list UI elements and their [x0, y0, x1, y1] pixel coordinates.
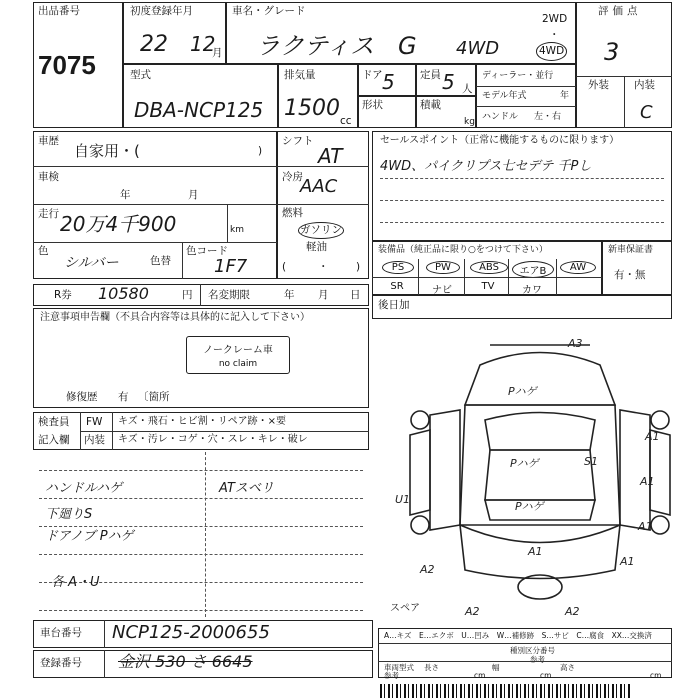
first-reg-month-unit: 月 — [212, 47, 223, 59]
exterior-label: 外装 — [588, 79, 609, 91]
cc-unit: cc — [340, 115, 352, 127]
equip-aw: AW — [560, 261, 596, 274]
displacement-label: 排気量 — [284, 69, 316, 81]
fuel-gas: ガソリン — [298, 222, 344, 239]
shift-label: シフト — [282, 135, 314, 147]
remark-left-2: 下廻りS — [45, 507, 93, 522]
warranty-label: 新車保証書 — [608, 245, 654, 255]
deadline-year: 年 — [284, 289, 295, 301]
interior-items: キズ・汚レ・コゲ・穴・スレ・キレ・破レ — [118, 434, 308, 445]
dealer-label: ディーラー・並行 — [482, 71, 554, 81]
equip-navi: ナビ — [432, 285, 452, 296]
no-claim-sub: no claim — [218, 359, 258, 369]
lot-number: 7075 — [38, 50, 96, 80]
plate-value: 金沢 530 さ 6645 — [118, 652, 253, 671]
mark-a3-top: A3 — [568, 337, 583, 350]
width-unit: cm — [540, 671, 552, 680]
deadline-label: 名変期限 — [208, 289, 250, 301]
fuel-label: 燃料 — [282, 207, 303, 219]
height-unit: cm — [650, 671, 662, 680]
grade: G — [398, 32, 417, 60]
recycle-label: R券 — [54, 289, 72, 301]
score: 3 — [604, 38, 620, 66]
model: DBA-NCP125 — [134, 98, 264, 122]
after-box — [372, 295, 672, 319]
shaken-year: 年 — [120, 189, 131, 201]
ref-label-2: 参考 — [384, 671, 399, 680]
fuel-dot: ・ — [318, 261, 329, 273]
repair-label: 修復歴 — [66, 391, 98, 403]
color-label: 色 — [38, 245, 49, 257]
fuel-open: ( — [282, 261, 287, 273]
entry-label: 記入欄 — [38, 434, 70, 446]
mark-phage-roof: Pハゲ — [510, 457, 539, 470]
width-label: 幅 — [492, 663, 500, 672]
shape-label: 形状 — [362, 99, 383, 111]
first-reg-year: 22 — [140, 32, 168, 57]
deadline-month: 月 — [318, 289, 329, 301]
mark-a1-rear: A1 — [528, 545, 543, 558]
lot-label: 出品番号 — [38, 5, 80, 17]
chassis-label: 車台番号 — [40, 627, 82, 639]
color-value: シルバー — [64, 255, 119, 271]
chassis-number: NCP125-2000655 — [112, 622, 270, 643]
history-label: 車歴 — [38, 135, 59, 147]
selling-points-label: セールスポイント（正常に機能するものに限ります） — [380, 135, 620, 146]
height-label: 高さ — [560, 663, 575, 672]
type-label: 種別区分番号 — [510, 646, 555, 655]
fuel-diesel: 軽油 — [306, 241, 327, 253]
fw-label: FW — [86, 416, 103, 428]
remark-right-1: ATスベリ — [219, 481, 274, 496]
mark-a2-bottom-right: A2 — [565, 605, 580, 618]
load-label: 積載 — [420, 99, 441, 111]
fw-items: キズ・飛石・ヒビ割・リペア跡・×要 — [118, 416, 286, 427]
mark-a1-far-right: A1 — [620, 555, 635, 568]
inspector-label: 検査員 — [38, 416, 70, 428]
length-unit: cm — [474, 671, 486, 680]
km-unit: km — [230, 225, 244, 235]
no-claim-title: ノークレーム車 — [203, 345, 273, 356]
repair-place: 〔箇所 — [138, 391, 170, 403]
mark-a1-right: A1 — [640, 475, 655, 488]
history-value: 自家用・( — [74, 142, 140, 160]
mileage-label: 走行 — [38, 208, 59, 220]
handle-options: 左・右 — [534, 112, 562, 122]
equip-sr: SR — [390, 281, 404, 292]
notes-label: 注意事項申告欄（不具合内容等は具体的に記入して下さい） — [40, 312, 310, 323]
displacement: 1500 — [284, 96, 340, 121]
mark-a1-right-front: A1 — [645, 430, 660, 443]
model-ref-label: 車両型式 — [384, 663, 414, 672]
equipment-label: 装備品（純正品に限り○をつけて下さい） — [378, 245, 548, 255]
equip-pw: PW — [426, 261, 460, 274]
shaken-month: 月 — [188, 189, 199, 201]
equip-leather: カワ — [522, 285, 542, 296]
car-diagram — [390, 325, 690, 625]
deadline-day: 日 — [350, 289, 361, 301]
history-close: ) — [258, 145, 263, 157]
mark-u1: U1 — [395, 493, 411, 506]
model-label: 型式 — [130, 69, 151, 81]
shift-value: AT — [318, 144, 343, 168]
color-code: 1F7 — [214, 256, 248, 277]
selling-points-value: 4WD、パイクリプス七セデテ 千Pし — [380, 159, 592, 174]
color-change-label: 色替 — [150, 255, 171, 267]
grade-drive: 4WD — [456, 38, 500, 59]
doors-label: ドア — [362, 69, 383, 81]
remark-left-3: ドアノブ Pハゲ — [45, 529, 134, 544]
equip-airbag: エアB — [512, 261, 554, 278]
interior-score: C — [640, 102, 653, 123]
model-year-unit: 年 — [560, 91, 570, 101]
mark-s1: S1 — [584, 455, 598, 468]
mileage: 20万4千900 — [60, 212, 177, 236]
equip-tv: TV — [481, 281, 495, 292]
after-label: 後日加 — [378, 299, 410, 311]
handle-label: ハンドル — [482, 112, 519, 122]
fuel-close: ) — [356, 261, 361, 273]
spare-label: スペア — [390, 603, 420, 614]
interior-entry-label: 内装 — [84, 434, 105, 446]
car-name-label: 車名・グレード — [232, 5, 306, 17]
capacity: 5 — [442, 70, 455, 94]
ac-value: AAC — [300, 176, 338, 197]
capacity-unit: 人 — [462, 83, 473, 95]
recycle-amount: 10580 — [98, 284, 149, 303]
interior-label: 内装 — [634, 79, 655, 91]
barcode — [380, 684, 630, 698]
ac-label: 冷房 — [282, 171, 303, 183]
recycle-yen: 円 — [182, 289, 193, 301]
equip-abs: ABS — [470, 261, 508, 274]
drive-4wd: 4WD — [536, 42, 567, 61]
mark-phage-hood: Pハゲ — [508, 385, 537, 398]
doors: 5 — [382, 70, 395, 94]
model-year-label: モデル年式 — [482, 91, 527, 101]
mark-a1-right-rear: A1 — [638, 520, 653, 533]
color-code-label: 色コード — [186, 245, 228, 257]
car-name: ラクティス — [256, 32, 375, 60]
equip-ps: PS — [382, 261, 414, 274]
kg-unit: kg — [464, 117, 475, 127]
first-reg-month: 12 — [190, 32, 216, 56]
warranty-value: 有・無 — [614, 269, 646, 281]
repair-value: 有 — [118, 391, 129, 403]
no-claim-stamp — [186, 336, 290, 374]
score-label: 評価点 — [598, 5, 642, 17]
drive-2wd: 2WD — [542, 13, 568, 25]
shaken-label: 車検 — [38, 171, 59, 183]
mark-a2-bottom: A2 — [465, 605, 480, 618]
legend-line: A…キズ E…エクボ U…凹み W…補修跡 S…サビ C…腐食 XX…交換済 — [384, 631, 652, 640]
mark-phage-trunk: Pハゲ — [515, 500, 544, 513]
capacity-label: 定員 — [420, 69, 441, 81]
drive-dot: ・ — [549, 29, 560, 41]
mark-a2-left: A2 — [420, 563, 435, 576]
selling-points-box — [372, 131, 672, 241]
remarks-area — [33, 452, 369, 617]
length-label: 長さ — [424, 663, 439, 672]
remark-left-5: 各 A・U — [51, 575, 100, 590]
ref-label-1: 参考 — [530, 655, 545, 664]
first-reg-label: 初度登録年月 — [130, 5, 193, 17]
plate-label: 登録番号 — [40, 657, 82, 669]
remark-left-1: ハンドルハゲ — [45, 481, 123, 496]
